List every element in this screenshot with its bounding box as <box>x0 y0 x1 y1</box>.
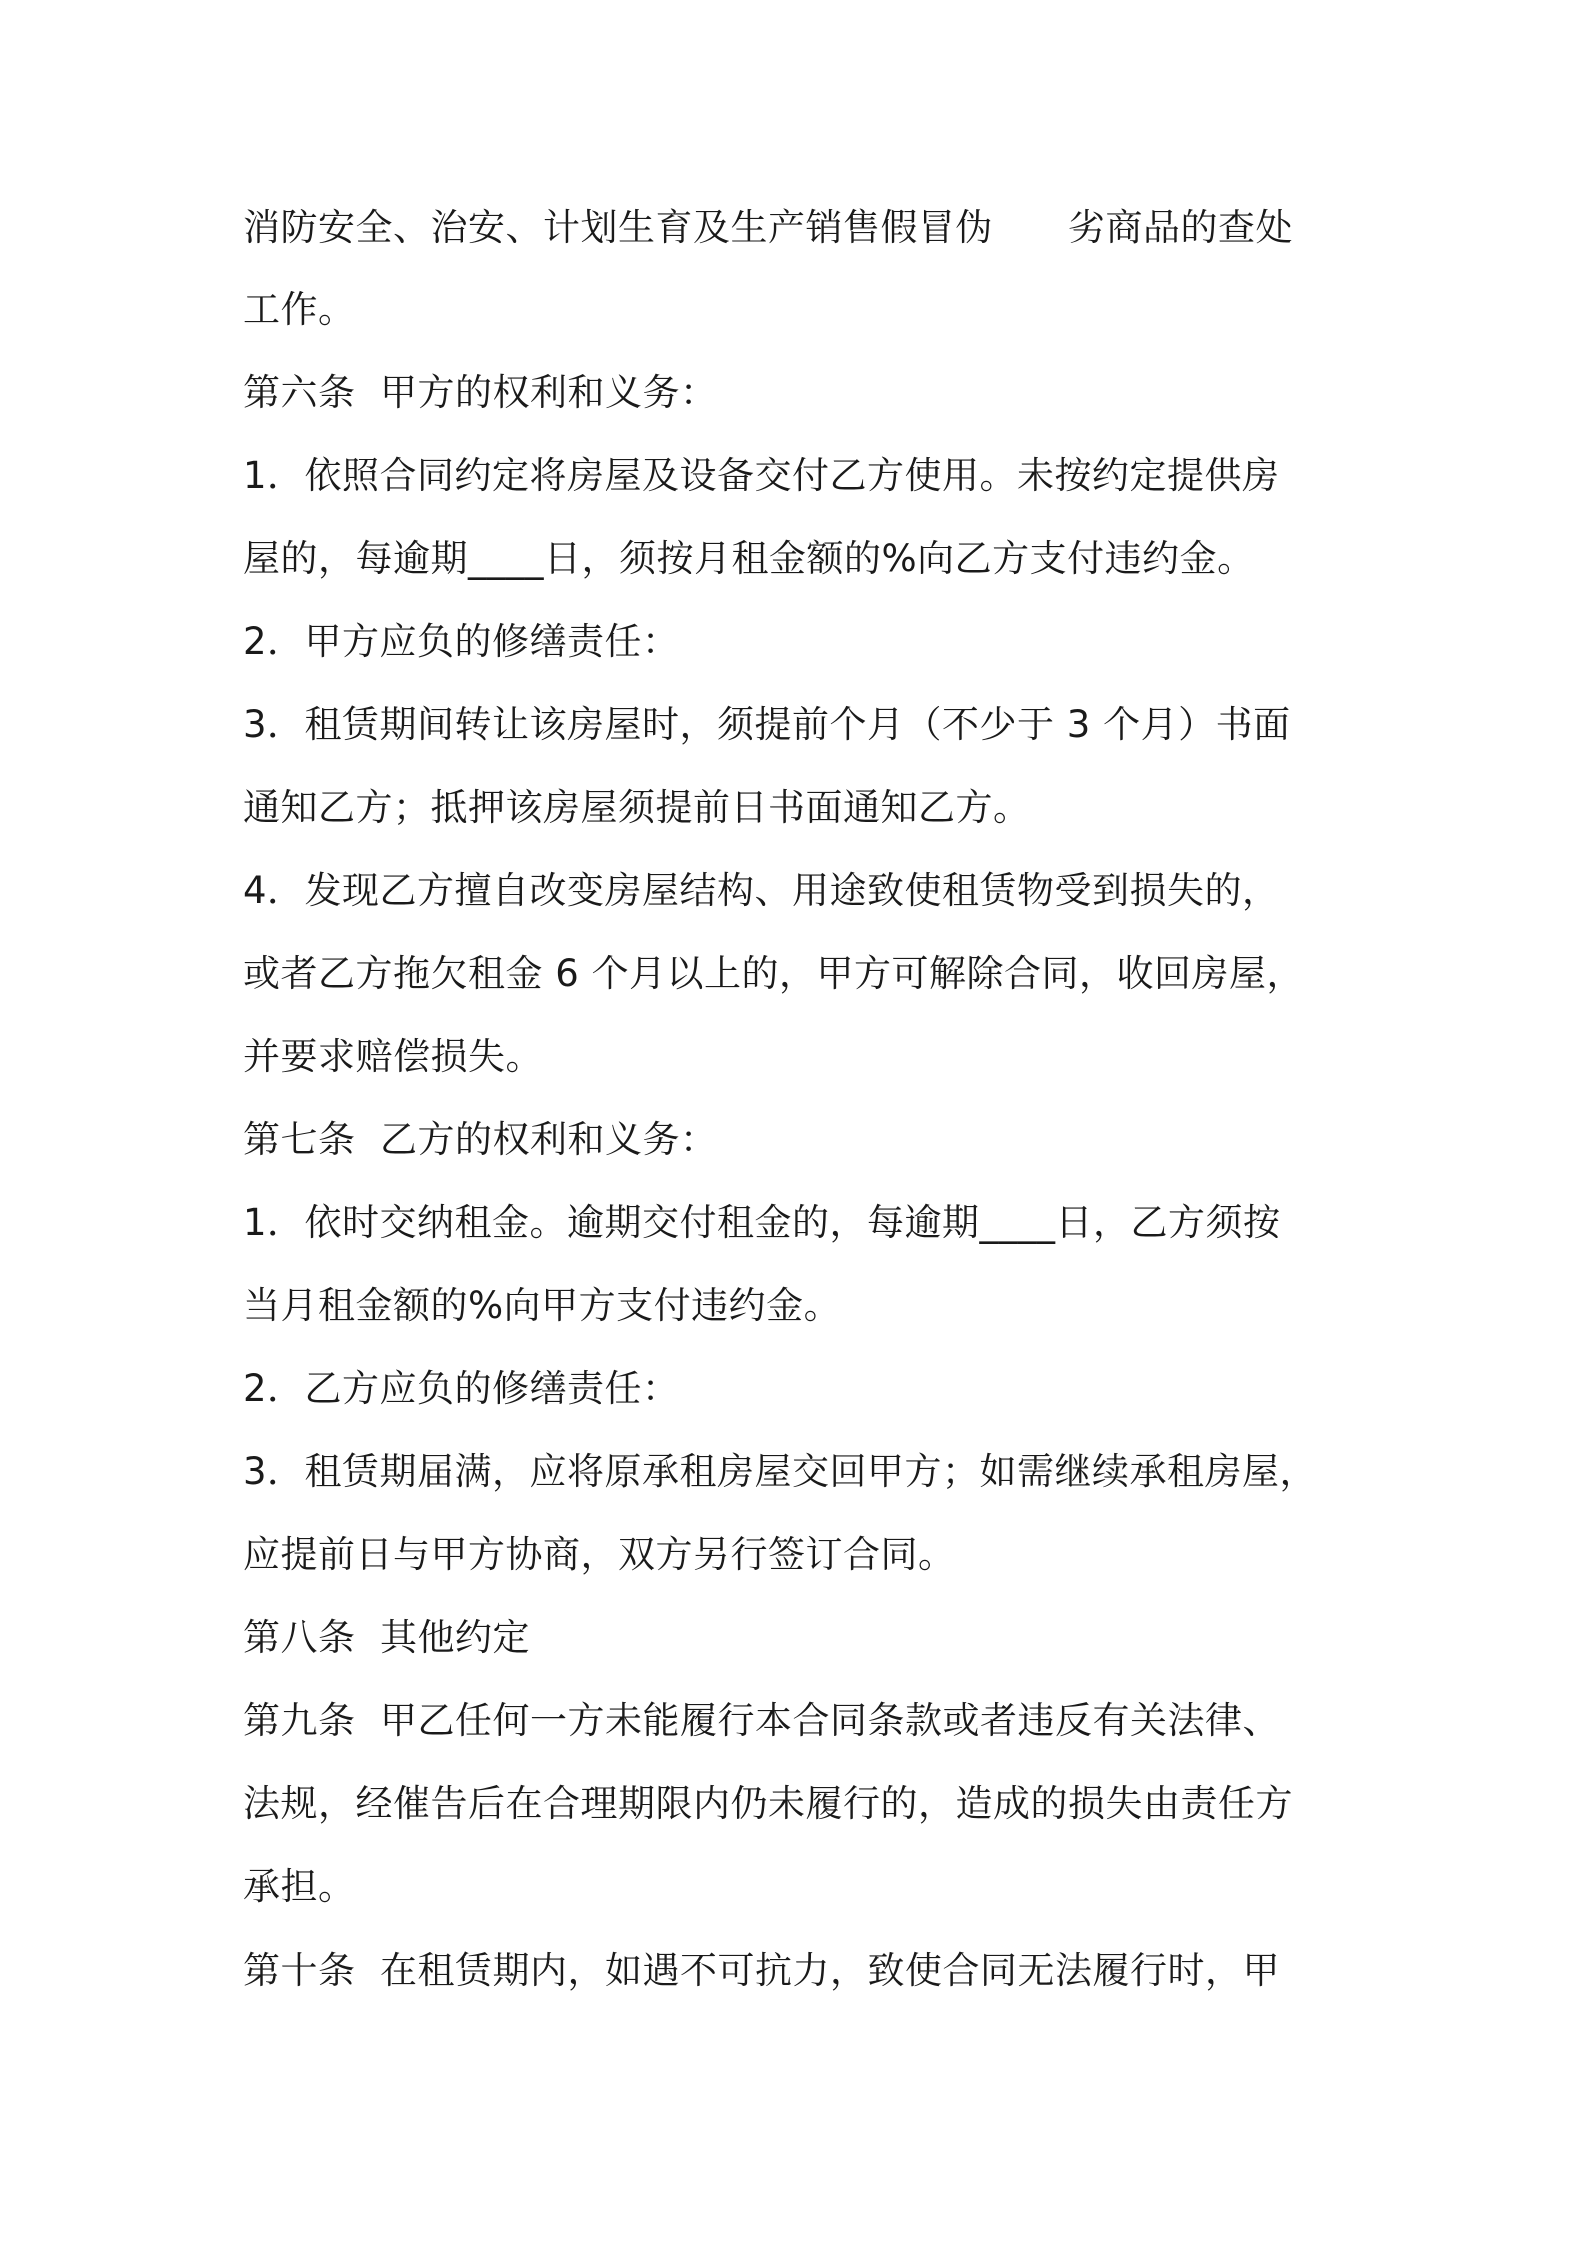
text-line: 并要求赔偿损失。 <box>243 1035 543 1078</box>
text-line: 承担。 <box>243 1865 356 1908</box>
article-heading: 第七条 乙方的权利和义务： <box>243 1118 718 1161</box>
text-line: 2．甲方应负的修缮责任： <box>243 620 680 663</box>
text-line: 工作。 <box>243 288 356 331</box>
article-heading: 第十条 在租赁期内，如遇不可抗力，致使合同无法履行时，甲 <box>243 1949 1281 1992</box>
article-heading: 第八条 其他约定 <box>243 1616 531 1659</box>
article-heading: 第六条 甲方的权利和义务： <box>243 371 718 414</box>
text-line: 1．依照合同约定将房屋及设备交付乙方使用。未按约定提供房 <box>243 454 1280 497</box>
text-line: 或者乙方拖欠租金 6 个月以上的，甲方可解除合同，收回房屋， <box>243 952 1305 995</box>
article-heading: 第九条 甲乙任何一方未能履行本合同条款或者违反有关法律、 <box>243 1699 1281 1742</box>
text-line: 4．发现乙方擅自改变房屋结构、用途致使租赁物受到损失的， <box>243 869 1280 912</box>
text-line: 2．乙方应负的修缮责任： <box>243 1367 680 1410</box>
text-line: 通知乙方；抵押该房屋须提前日书面通知乙方。 <box>243 786 1031 829</box>
text-line: 法规，经催告后在合理期限内仍未履行的，造成的损失由责任方 <box>243 1782 1293 1825</box>
text-line: 3．租赁期间转让该房屋时，须提前个月（不少于 3 个月）书面 <box>243 703 1291 746</box>
text-line: 消防安全、治安、计划生育及生产销售假冒伪 劣商品的查处 <box>243 206 1293 249</box>
text-line: 3．租赁期届满，应将原承租房屋交回甲方；如需继续承租房屋， <box>243 1450 1318 1493</box>
text-line: 1．依时交纳租金。逾期交付租金的，每逾期____日，乙方须按 <box>243 1201 1281 1244</box>
text-line: 当月租金额的%向甲方支付违约金。 <box>243 1284 842 1327</box>
text-line: 屋的，每逾期____日，须按月租金额的%向乙方支付违约金。 <box>243 537 1255 580</box>
text-line: 应提前日与甲方协商，双方另行签订合同。 <box>243 1533 956 1576</box>
